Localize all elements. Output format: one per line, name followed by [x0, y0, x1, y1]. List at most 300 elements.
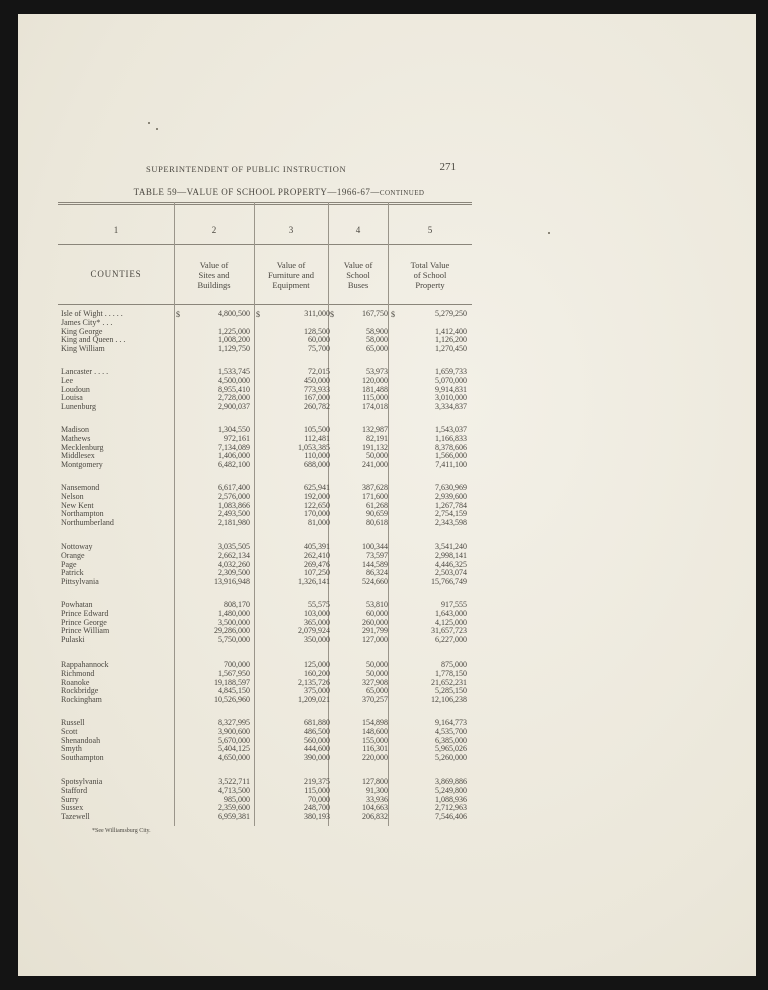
total-value: 5,279,250	[435, 309, 467, 318]
county-group	[58, 661, 472, 705]
furniture-equipment-value: 2,079,924	[298, 626, 330, 636]
table-row	[58, 670, 472, 679]
sites-buildings-value: 19,188,597	[214, 677, 250, 687]
table-row	[58, 502, 472, 511]
county-name: Surry	[61, 794, 79, 804]
school-buses-value: 50,000	[366, 668, 388, 678]
school-buses-value: 260,000	[362, 617, 388, 627]
total-value: 6,385,000	[435, 735, 467, 745]
table-row	[58, 610, 472, 619]
sites-buildings-value: 1,083,866	[218, 500, 250, 510]
school-buses-value: 86,324	[366, 568, 388, 578]
furniture-equipment-value: 681,880	[304, 718, 330, 727]
county-name: Smyth	[61, 744, 82, 754]
sites-buildings-value: 4,845,150	[218, 686, 250, 696]
county-name: Pittsylvania	[61, 577, 99, 587]
header-line: of School	[413, 270, 447, 280]
total-value: 917,555	[441, 600, 467, 609]
sites-buildings-value: 1,225,000	[218, 326, 250, 336]
header-line: Sites and	[198, 270, 230, 280]
sites-buildings-value: 5,750,000	[218, 635, 250, 645]
county-name: Madison	[61, 425, 89, 434]
county-name: Isle of Wight . . . . .	[61, 309, 123, 318]
furniture-equipment-value: 380,193	[304, 812, 330, 822]
school-buses-value: 53,810	[366, 600, 388, 609]
table-row	[58, 519, 472, 528]
school-buses-value: 127,800	[362, 777, 388, 786]
county-name: Loudoun	[61, 384, 90, 394]
table-row	[58, 569, 472, 578]
county-group	[58, 426, 472, 470]
table-row	[58, 386, 472, 395]
column-number-4: 4	[355, 225, 361, 235]
sites-buildings-value: 6,617,400	[218, 483, 250, 492]
school-buses-value: 60,000	[366, 608, 388, 618]
furniture-equipment-value: 112,481	[304, 433, 330, 443]
total-value: 4,535,700	[435, 726, 467, 736]
sites-buildings-value: 985,000	[224, 794, 250, 804]
total-value: 5,260,000	[435, 753, 467, 763]
school-buses-value: 82,191	[366, 433, 388, 443]
sites-buildings-value: 3,900,600	[218, 726, 250, 736]
county-name: Rockingham	[61, 695, 102, 705]
sites-buildings-value: 2,359,600	[218, 803, 250, 813]
furniture-equipment-value: 167,000	[304, 393, 330, 403]
county-name: Powhatan	[61, 600, 93, 609]
furniture-equipment-value: 192,000	[304, 491, 330, 501]
county-name: Spotsylvania	[61, 777, 103, 786]
header-line: Property	[415, 280, 445, 290]
school-buses-value: 174,018	[362, 402, 388, 412]
total-value: 1,126,200	[435, 335, 467, 345]
school-buses-value: 132,987	[362, 425, 388, 434]
furniture-equipment-value: 1,209,021	[298, 695, 330, 705]
total-value: 7,630,969	[435, 483, 467, 492]
furniture-equipment-value: 350,000	[304, 635, 330, 645]
total-value: 3,010,000	[435, 393, 467, 403]
sites-buildings-value: 1,304,550	[218, 425, 250, 434]
county-group	[58, 310, 472, 354]
furniture-equipment-value: 773,933	[304, 384, 330, 394]
total-value: 3,334,837	[435, 402, 467, 412]
total-value: 2,754,159	[435, 509, 467, 519]
sites-buildings-value: 700,000	[224, 660, 250, 669]
counties-header: COUNTIES	[90, 269, 142, 279]
county-name: Prince William	[61, 626, 110, 636]
column-number-3: 3	[288, 225, 294, 235]
county-name: Montgomery	[61, 460, 103, 470]
furniture-equipment-value: 444,600	[304, 744, 330, 754]
table-row	[58, 336, 472, 345]
page-number: 271	[439, 161, 456, 173]
sites-buildings-value: 5,670,000	[218, 735, 250, 745]
total-value: 4,125,000	[435, 617, 467, 627]
sites-buildings-value: 2,309,500	[218, 568, 250, 578]
total-value: 4,446,325	[435, 559, 467, 569]
sites-buildings-value: 2,181,980	[218, 518, 250, 528]
school-buses-value: 241,000	[362, 460, 388, 470]
sites-buildings-value: 808,170	[224, 600, 250, 609]
sites-buildings-value: 972,161	[224, 433, 250, 443]
table-row	[58, 601, 472, 610]
property-value-table	[58, 202, 472, 826]
table-row	[58, 493, 472, 502]
table-row	[58, 543, 472, 552]
table-row	[58, 719, 472, 728]
total-value: 8,378,606	[435, 442, 467, 452]
table-row	[58, 679, 472, 688]
total-value: 1,412,400	[435, 326, 467, 336]
sites-buildings-value: 8,327,995	[218, 718, 250, 727]
county-name: King and Queen . . .	[61, 335, 126, 345]
scan-speck	[148, 122, 150, 124]
sites-buildings-value: 1,480,000	[218, 608, 250, 618]
county-name: Mecklenburg	[61, 442, 104, 452]
total-value: 5,965,026	[435, 744, 467, 754]
furniture-equipment-value: 560,000	[304, 735, 330, 745]
school-buses-value: 58,900	[366, 326, 388, 336]
school-buses-value: 53,973	[366, 367, 388, 376]
school-buses-value: 387,628	[362, 483, 388, 492]
header-line: Total Value	[410, 260, 450, 270]
table-row	[58, 426, 472, 435]
sites-buildings-value: 1,406,000	[218, 451, 250, 461]
furniture-equipment-value: 70,000	[308, 794, 330, 804]
school-buses-value: 154,898	[362, 718, 388, 727]
county-name: Nottoway	[61, 542, 93, 551]
rule	[58, 244, 472, 245]
table-row	[58, 804, 472, 813]
total-value: 1,267,784	[435, 500, 467, 510]
header-sites-buildings	[174, 260, 254, 290]
table-row	[58, 435, 472, 444]
table-title-continued: CONTINUED	[379, 189, 425, 197]
footnote: *See Williamsburg City.	[92, 828, 151, 834]
table-row	[58, 561, 472, 570]
sites-buildings-value: 7,134,089	[218, 442, 250, 452]
total-value: 6,227,000	[435, 635, 467, 645]
furniture-equipment-value: 219,375	[304, 777, 330, 786]
county-name: Sussex	[61, 803, 84, 813]
county-name: Rappahannock	[61, 660, 109, 669]
table-row	[58, 403, 472, 412]
total-value: 3,541,240	[435, 542, 467, 551]
school-buses-value: 155,000	[362, 735, 388, 745]
total-value: 1,778,150	[435, 668, 467, 678]
county-name: Tazewell	[61, 812, 90, 822]
school-buses-value: 171,600	[362, 491, 388, 501]
header-line: School	[346, 270, 370, 280]
total-value: 1,643,000	[435, 608, 467, 618]
total-value: 1,270,450	[435, 344, 467, 354]
county-name: Northampton	[61, 509, 104, 519]
total-value: 5,249,800	[435, 785, 467, 795]
school-buses-value: 120,000	[362, 375, 388, 385]
county-name: Roanoke	[61, 677, 90, 687]
county-name: Middlesex	[61, 451, 95, 461]
county-name: Orange	[61, 550, 85, 560]
county-name: Lancaster . . . .	[61, 367, 109, 376]
county-group	[58, 543, 472, 587]
school-buses-value: 191,132	[362, 442, 388, 452]
scan-speck	[548, 232, 550, 234]
table-row	[58, 687, 472, 696]
running-head-title: SUPERINTENDENT OF PUBLIC INSTRUCTION	[146, 164, 347, 174]
dollar-sign: $	[176, 310, 180, 319]
furniture-equipment-value: 55,575	[308, 600, 330, 609]
furniture-equipment-value: 105,500	[304, 425, 330, 434]
furniture-equipment-value: 486,500	[304, 726, 330, 736]
school-buses-value: 327,908	[362, 677, 388, 687]
header-line: Furniture and	[267, 270, 315, 280]
furniture-equipment-value: 688,000	[304, 460, 330, 470]
furniture-equipment-value: 170,000	[304, 509, 330, 519]
county-name: Mathews	[61, 433, 91, 443]
total-value: 12,106,238	[431, 695, 467, 705]
table-row	[58, 319, 472, 328]
header-furniture-equipment	[254, 260, 328, 290]
table-row	[58, 552, 472, 561]
county-name: Richmond	[61, 668, 95, 678]
table-row	[58, 787, 472, 796]
school-buses-value: 206,832	[362, 812, 388, 822]
sites-buildings-value: 4,713,500	[218, 785, 250, 795]
furniture-equipment-value: 160,200	[304, 668, 330, 678]
school-buses-value: 370,257	[362, 695, 388, 705]
furniture-equipment-value: 375,000	[304, 686, 330, 696]
furniture-equipment-value: 115,000	[304, 785, 330, 795]
furniture-equipment-value: 72,015	[308, 367, 330, 376]
county-name: Louisa	[61, 393, 83, 403]
county-name: James City* . . .	[61, 317, 113, 327]
total-value: 1,566,000	[435, 451, 467, 461]
table-row	[58, 627, 472, 636]
total-value: 875,000	[441, 660, 467, 669]
dollar-sign: $	[391, 310, 395, 319]
school-buses-value: 91,300	[366, 785, 388, 795]
county-name: Pulaski	[61, 635, 85, 645]
table-row	[58, 745, 472, 754]
county-name: Shenandoah	[61, 735, 101, 745]
furniture-equipment-value: 450,000	[304, 375, 330, 385]
school-buses-value: 220,000	[362, 753, 388, 763]
total-value: 9,164,773	[435, 718, 467, 727]
county-name: Lee	[61, 375, 73, 385]
rule	[58, 304, 472, 305]
sites-buildings-value: 2,900,037	[218, 402, 250, 412]
table-row	[58, 377, 472, 386]
furniture-equipment-value: 107,250	[304, 568, 330, 578]
sites-buildings-value: 10,526,960	[214, 695, 250, 705]
total-value: 2,503,074	[435, 568, 467, 578]
school-buses-value: 181,488	[362, 384, 388, 394]
column-number-2: 2	[211, 225, 217, 235]
sites-buildings-value: 2,576,000	[218, 491, 250, 501]
total-value: 5,070,000	[435, 375, 467, 385]
furniture-equipment-value: 260,782	[304, 402, 330, 412]
sites-buildings-value: 1,129,750	[218, 344, 250, 354]
table-row	[58, 310, 472, 319]
county-group	[58, 484, 472, 528]
county-group	[58, 368, 472, 412]
school-buses-value: 524,660	[362, 577, 388, 587]
county-name: Prince Edward	[61, 608, 109, 618]
total-value: 5,285,150	[435, 686, 467, 696]
school-buses-value: 116,301	[362, 744, 388, 754]
header-line: Buildings	[197, 280, 231, 290]
table-row	[58, 452, 472, 461]
sites-buildings-value: 1,008,200	[218, 335, 250, 345]
furniture-equipment-value: 405,391	[304, 542, 330, 551]
sites-buildings-value: 6,959,381	[218, 812, 250, 822]
county-name: Southampton	[61, 753, 104, 763]
furniture-equipment-value: 248,700	[304, 803, 330, 813]
table-title-main: TABLE 59—VALUE OF SCHOOL PROPERTY—1966-67—	[133, 187, 380, 197]
dollar-sign: $	[330, 310, 334, 319]
table-row	[58, 813, 472, 822]
header-line: Equipment	[272, 280, 310, 290]
total-value: 3,869,886	[435, 777, 467, 786]
furniture-equipment-value: 390,000	[304, 753, 330, 763]
total-value: 7,411,100	[435, 460, 467, 470]
furniture-equipment-value: 365,000	[304, 617, 330, 627]
table-row	[58, 696, 472, 705]
furniture-equipment-value: 81,000	[308, 518, 330, 528]
school-buses-value: 65,000	[366, 344, 388, 354]
school-buses-value: 100,344	[362, 542, 388, 551]
total-value: 1,659,733	[435, 367, 467, 376]
county-name: King George	[61, 326, 103, 336]
school-buses-value: 127,000	[362, 635, 388, 645]
furniture-equipment-value: 2,135,726	[298, 677, 330, 687]
school-buses-value: 80,618	[366, 518, 388, 528]
header-line: Value of	[343, 260, 373, 270]
sites-buildings-value: 2,728,000	[218, 393, 250, 403]
sites-buildings-value: 1,533,745	[218, 367, 250, 376]
school-buses-value: 167,750	[362, 309, 388, 318]
county-group	[58, 719, 472, 763]
school-buses-value: 291,799	[362, 626, 388, 636]
furniture-equipment-value: 125,000	[304, 660, 330, 669]
table-row	[58, 394, 472, 403]
header-school-buses	[328, 260, 388, 290]
sites-buildings-value: 3,522,711	[218, 777, 250, 786]
county-name: King William	[61, 344, 105, 354]
county-name: Lunenburg	[61, 402, 96, 412]
furniture-equipment-value: 128,500	[304, 326, 330, 336]
school-buses-value: 104,663	[362, 803, 388, 813]
table-row	[58, 796, 472, 805]
school-buses-value: 90,659	[366, 509, 388, 519]
sites-buildings-value: 29,286,000	[214, 626, 250, 636]
table-row	[58, 778, 472, 787]
total-value: 1,088,936	[435, 794, 467, 804]
furniture-equipment-value: 625,941	[304, 483, 330, 492]
dollar-sign: $	[256, 310, 260, 319]
sites-buildings-value: 4,500,000	[218, 375, 250, 385]
school-buses-value: 50,000	[366, 660, 388, 669]
county-name: Prince George	[61, 617, 107, 627]
table-row	[58, 578, 472, 587]
table-row	[58, 484, 472, 493]
sites-buildings-value: 3,035,505	[218, 542, 250, 551]
furniture-equipment-value: 103,000	[304, 608, 330, 618]
county-name: Russell	[61, 718, 85, 727]
furniture-equipment-value: 122,650	[304, 500, 330, 510]
school-buses-value: 65,000	[366, 686, 388, 696]
furniture-equipment-value: 1,326,141	[298, 577, 330, 587]
total-value: 7,546,406	[435, 812, 467, 822]
furniture-equipment-value: 311,000	[304, 309, 330, 318]
table-row	[58, 368, 472, 377]
table-row	[58, 728, 472, 737]
table-row	[58, 636, 472, 645]
total-value: 1,166,833	[435, 433, 467, 443]
table-title	[94, 187, 464, 197]
furniture-equipment-value: 269,476	[304, 559, 330, 569]
school-buses-value: 50,000	[366, 451, 388, 461]
school-buses-value: 115,000	[362, 393, 388, 403]
school-buses-value: 58,000	[366, 335, 388, 345]
total-value: 2,343,598	[435, 518, 467, 528]
sites-buildings-value: 3,500,000	[218, 617, 250, 627]
total-value: 21,652,231	[431, 677, 467, 687]
header-line: Value of	[276, 260, 306, 270]
sites-buildings-value: 1,567,950	[218, 668, 250, 678]
furniture-equipment-value: 75,700	[308, 344, 330, 354]
sites-buildings-value: 4,650,000	[218, 753, 250, 763]
sites-buildings-value: 8,955,410	[218, 384, 250, 394]
total-value: 2,939,600	[435, 491, 467, 501]
column-number-1: 1	[113, 225, 119, 235]
scan-speck	[156, 128, 158, 130]
county-name: Nansemond	[61, 483, 100, 492]
rule	[58, 204, 472, 205]
county-name: Scott	[61, 726, 78, 736]
table-row	[58, 737, 472, 746]
school-buses-value: 148,600	[362, 726, 388, 736]
table-row	[58, 345, 472, 354]
furniture-equipment-value: 262,410	[304, 550, 330, 560]
school-buses-value: 144,589	[362, 559, 388, 569]
table-row	[58, 661, 472, 670]
table-row	[58, 510, 472, 519]
school-buses-value: 61,268	[366, 500, 388, 510]
header-line: Buses	[347, 280, 369, 290]
furniture-equipment-value: 60,000	[308, 335, 330, 345]
total-value: 2,712,963	[435, 803, 467, 813]
county-name: New Kent	[61, 500, 94, 510]
sites-buildings-value: 2,662,134	[218, 550, 250, 560]
county-name: Rockbridge	[61, 686, 99, 696]
sites-buildings-value: 6,482,100	[218, 460, 250, 470]
furniture-equipment-value: 110,000	[304, 451, 330, 461]
county-group	[58, 601, 472, 645]
table-row	[58, 754, 472, 763]
total-value: 9,914,831	[435, 384, 467, 394]
county-name: Stafford	[61, 785, 88, 795]
county-name: Page	[61, 559, 77, 569]
header-line: Value of	[199, 260, 229, 270]
total-value: 2,998,141	[435, 550, 467, 560]
school-buses-value: 73,597	[366, 550, 388, 560]
sites-buildings-value: 13,916,948	[214, 577, 250, 587]
column-number-5: 5	[427, 225, 433, 235]
table-row	[58, 619, 472, 628]
total-value: 31,657,723	[431, 626, 467, 636]
sites-buildings-value: 5,404,125	[218, 744, 250, 754]
table-row	[58, 444, 472, 453]
